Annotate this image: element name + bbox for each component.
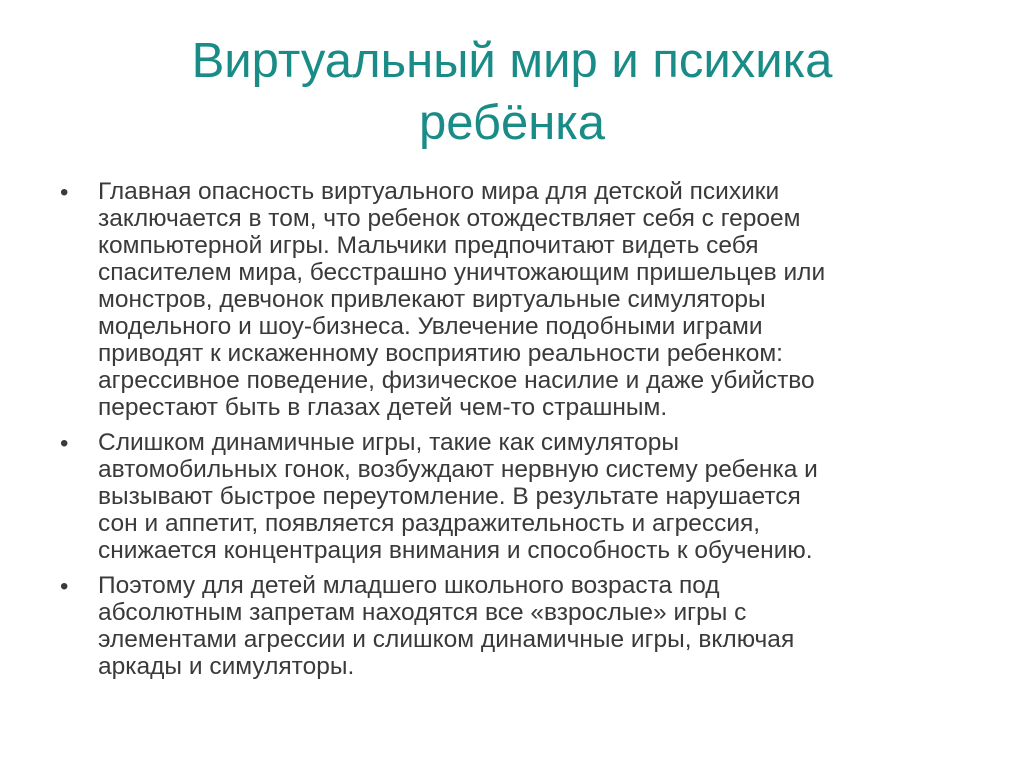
bullet-line: элементами агрессии и слишком динамичные игры, включая [98,626,795,653]
bullet-line: перестают быть в глазах детей чем-то страшным. [98,394,668,421]
title-line: Виртуальный мир и психика [191,34,833,88]
bullet-item [60,178,960,421]
bullet-line: приводят к искаженному восприятию реальности ребенком: [98,340,783,367]
bullet-icon: • [60,573,69,600]
bullet-item [60,572,960,680]
bullet-line: снижается концентрация внимания и способность к обучению. [98,537,813,564]
bullet-line: Слишком динамичные игры, такие как симуляторы [98,429,680,456]
bullet-line: аркады и симуляторы. [98,653,355,680]
bullet-line: вызывают быстрое переутомление. В результате нарушается [98,483,801,510]
bullet-line: модельного и шоу-бизнеса. Увлечение подобными играми [98,313,763,340]
bullet-line: сон и аппетит, появляется раздражительность и агрессия, [98,510,761,537]
bullet-line: заключается в том, что ребенок отождествляет себя с героем [98,205,801,232]
bullet-icon: • [60,179,69,206]
bullet-line: автомобильных гонок, возбуждают нервную систему ребенка и [98,456,818,483]
bullet-line: компьютерной игры. Мальчики предпочитают видеть себя [98,232,759,259]
bullet-item [60,429,960,564]
bullet-line: спасителем мира, бесстрашно уничтожающим пришельцев или [98,259,826,286]
bullet-line: агрессивное поведение, физическое насилие и даже убийство [98,367,815,394]
bullet-line: монстров, девчонок привлекают виртуальные симуляторы [98,286,766,313]
title-line: ребёнка [418,96,606,150]
bullet-line: Главная опасность виртуального мира для детской психики [98,178,780,205]
bullet-line: абсолютным запретам находятся все «взрослые» игры с [98,599,747,626]
bullet-list [60,178,960,688]
slide-title [60,30,964,154]
bullet-line: Поэтому для детей младшего школьного возраста под [98,572,720,599]
bullet-icon: • [60,430,69,457]
